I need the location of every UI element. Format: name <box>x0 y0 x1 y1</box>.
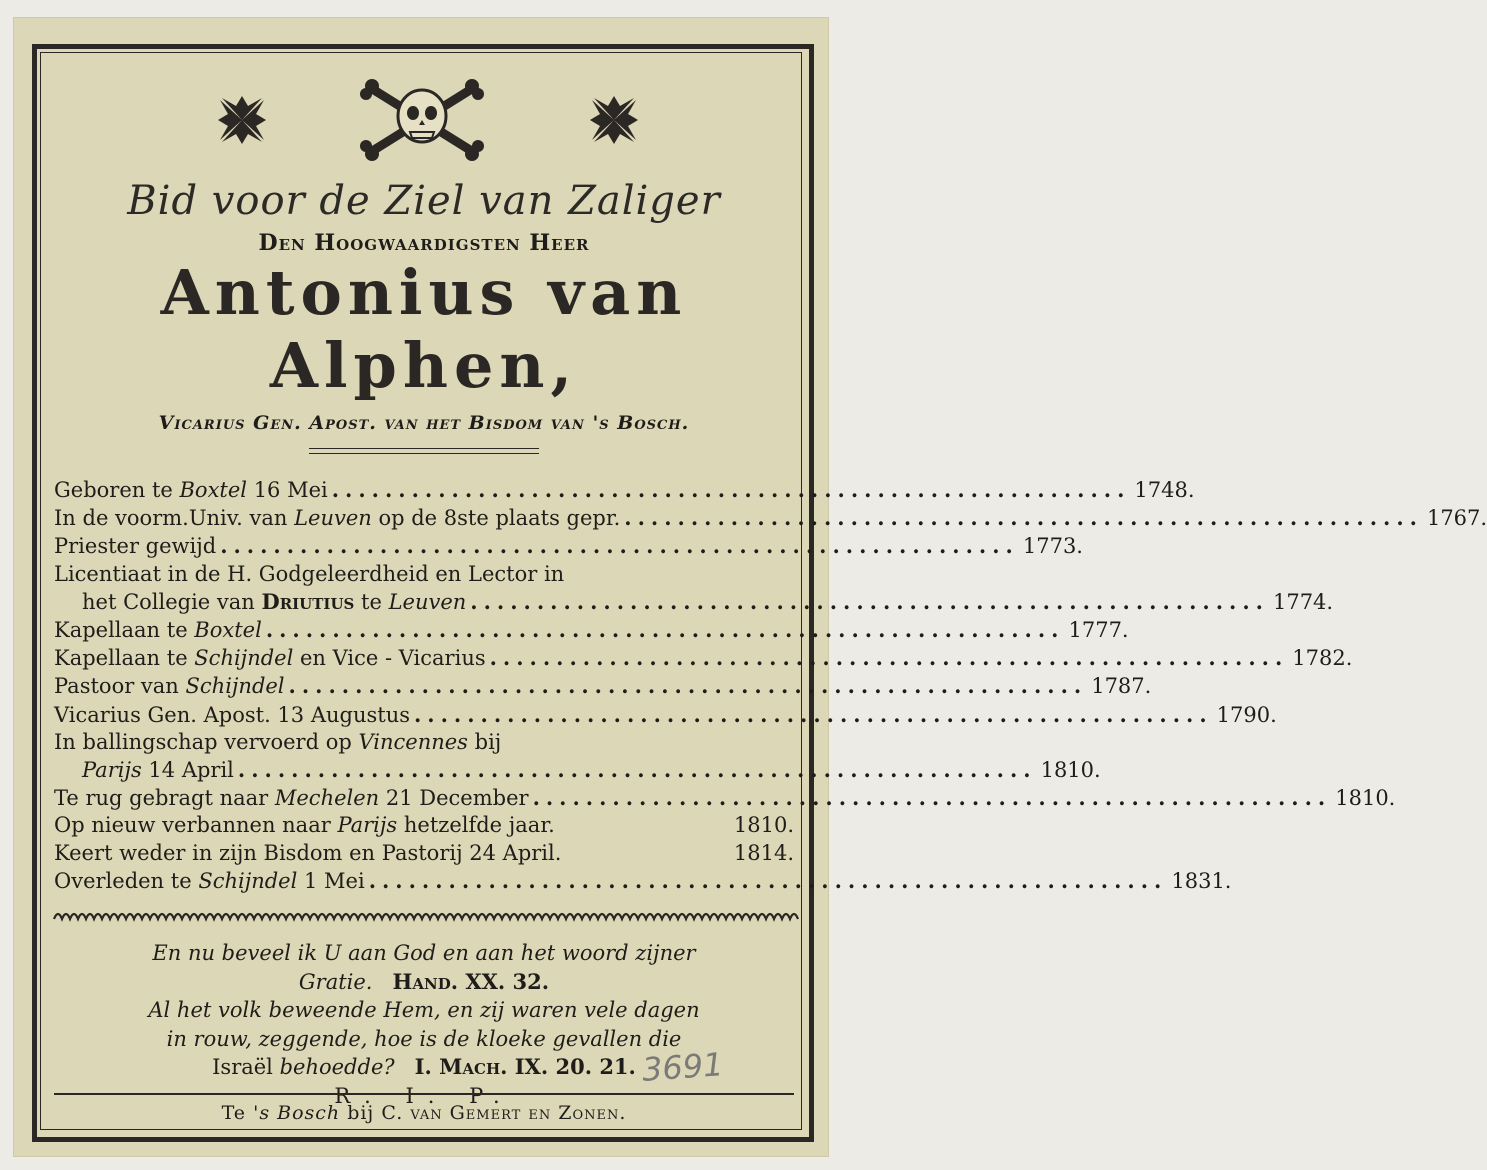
event-text <box>82 757 234 784</box>
event-text-part: 14 April <box>141 758 234 783</box>
event-text-part: op de 8ste plaats gepr. <box>371 506 621 531</box>
event-row <box>54 616 1129 644</box>
event-text-part: Kapellaan te <box>54 618 195 643</box>
quote-line: En nu beveel ik U aan God en aan het woord zijner <box>152 941 696 966</box>
event-text-part: het Collegie van <box>82 589 262 614</box>
event-row <box>54 840 794 867</box>
event-text-part: Boxtel <box>194 618 262 643</box>
quote-reference: I. Mach. IX. 20. 21. <box>414 1054 636 1080</box>
handwritten-number: 3691 <box>640 1045 725 1089</box>
event-text-part: te <box>354 589 389 614</box>
card-content <box>54 78 1487 1108</box>
event-row <box>54 588 1334 616</box>
event-row <box>54 672 1152 700</box>
event-text-part: Vicarius Gen. Apost. 13 Augustus <box>54 702 410 727</box>
event-text-part: Parijs <box>82 758 142 783</box>
honorific-line: Den Hoogwaardigsten Heer <box>258 230 590 256</box>
event-year: 1777. <box>1068 618 1129 643</box>
event-year: 1774. <box>1272 589 1334 614</box>
quote-text: behoedde? <box>279 1055 395 1080</box>
event-year: 1810. <box>1335 786 1396 811</box>
event-text <box>54 729 501 756</box>
event-text-part: Geboren te <box>54 478 180 502</box>
cross-icon <box>214 92 270 148</box>
event-text-part: en Vice - Vicarius <box>293 646 486 671</box>
event-text-part: Boxtel <box>179 478 248 502</box>
event-text-part: Leuven <box>388 589 467 614</box>
event-row <box>54 532 1083 560</box>
event-text <box>54 868 365 895</box>
event-text-part: 21 December <box>379 786 529 811</box>
event-text-part: Leuven <box>294 506 372 531</box>
event-text <box>54 702 410 729</box>
leader-dots: ............................................................ <box>220 533 1019 559</box>
event-text-part: Pastoor van <box>54 674 186 699</box>
event-text <box>54 645 486 672</box>
event-text <box>54 505 620 532</box>
event-text-part: In de voorm.Univ. van <box>54 506 295 531</box>
event-year: 1814. <box>733 840 794 865</box>
leader-dots: ............................................................ <box>532 785 1332 811</box>
leader-dots: ............................................................ <box>368 867 1168 893</box>
event-year: 1767. <box>1426 506 1487 531</box>
event-year: 1748. <box>1134 478 1195 502</box>
divider-rule <box>309 448 539 454</box>
cross-icon <box>586 92 642 148</box>
event-row <box>54 701 1277 729</box>
event-text-part: hetzelfde jaar. <box>397 813 555 838</box>
event-text-part: bij <box>467 729 502 754</box>
event-year: 1787. <box>1091 674 1152 699</box>
leader-dots: ............................................................ <box>331 477 1131 502</box>
event-row <box>54 784 1396 812</box>
event-text-part: Mechelen <box>274 786 380 811</box>
event-text <box>54 812 555 839</box>
printer-name: C. van Gemert en Zonen. <box>381 1102 627 1124</box>
event-text-part: Overleden te <box>54 868 199 893</box>
position-line: Vicarius Gen. Apost. van het Bisdom van 's Bosch. <box>158 412 690 434</box>
event-text <box>54 533 216 560</box>
event-row <box>54 644 1353 672</box>
event-text-part: Priester gewijd <box>54 534 217 559</box>
event-text-part: Keert weder in zijn Bisdom en Pastorij 24 April. <box>54 840 562 865</box>
deceased-name: Antonius van Alphen, <box>160 256 688 402</box>
event-text <box>82 588 466 616</box>
event-text <box>54 840 561 867</box>
quote-reference: Hand. XX. 32. <box>392 968 550 994</box>
leader-dots: ............................................................ <box>237 757 1037 783</box>
event-row <box>54 812 794 839</box>
leader-dots: ............................................................ <box>414 701 1213 727</box>
prayer-heading: Bid voor de Ziel van Zaliger <box>127 178 721 224</box>
event-text-part: 1 Mei <box>297 868 365 893</box>
event-year: 1810. <box>1040 758 1101 783</box>
event-text-part: Kapellaan te <box>54 646 195 671</box>
event-text <box>54 561 564 588</box>
event-text-part: Driutius <box>261 588 355 614</box>
event-text-part: Vincennes <box>358 729 468 754</box>
leader-dots: ............................................................ <box>265 617 1065 643</box>
event-year: 1782. <box>1292 646 1353 671</box>
event-text-part: Schijndel <box>194 646 294 671</box>
event-text-part: Schijndel <box>198 868 298 893</box>
event-text <box>54 785 529 812</box>
leader-dots: ............................................................ <box>489 645 1289 671</box>
event-year: 1831. <box>1171 868 1232 893</box>
wavy-divider <box>54 907 794 925</box>
event-row <box>54 756 1101 784</box>
event-text <box>54 477 328 504</box>
quote-text: Israël <box>212 1055 273 1080</box>
leader-dots: ............................................................ <box>288 673 1088 699</box>
ornament-row <box>54 78 794 178</box>
event-row <box>54 476 1195 504</box>
printer-place: 's Bosch <box>253 1102 341 1124</box>
event-text-part: Op nieuw verbannen naar <box>54 813 338 838</box>
life-events-list <box>54 476 1487 895</box>
event-text-part: Te rug gebragt naar <box>54 786 275 811</box>
event-row <box>54 867 1232 895</box>
event-text-part: Licentiaat in de H. Godgeleerdheid en Lector in <box>54 561 565 586</box>
printer-bij: bij <box>347 1102 375 1124</box>
memorial-card <box>14 18 1487 1156</box>
leader-dots: ............................................................ <box>470 588 1269 614</box>
printer-te: Te <box>221 1102 247 1124</box>
printer-imprint <box>54 1102 794 1124</box>
event-text-part: In ballingschap vervoerd op <box>54 729 359 754</box>
event-text <box>54 617 262 644</box>
quote-text: Gratie. <box>298 969 373 994</box>
event-row <box>54 729 794 756</box>
event-row <box>54 561 794 588</box>
event-text-part: 16 Mei <box>247 478 328 502</box>
skull-crossbones-icon <box>362 80 482 160</box>
event-row <box>54 504 1487 532</box>
quote-line: Al het volk beweende Hem, en zij waren vele dagen <box>148 998 700 1023</box>
event-text-part: Schijndel <box>185 674 285 699</box>
rip-text: R. I. P. <box>334 1083 514 1108</box>
event-year: 1810. <box>733 813 794 838</box>
event-year: 1773. <box>1022 534 1083 559</box>
event-text <box>54 673 285 700</box>
leader-dots: ............................................................ <box>624 505 1423 531</box>
event-year: 1790. <box>1216 702 1277 727</box>
quote-line <box>54 968 794 997</box>
quote-line: in rouw, zeggende, hoe is de kloeke gevallen die <box>166 1026 682 1051</box>
bottom-rule <box>54 1093 794 1095</box>
event-text-part: Parijs <box>337 813 398 838</box>
